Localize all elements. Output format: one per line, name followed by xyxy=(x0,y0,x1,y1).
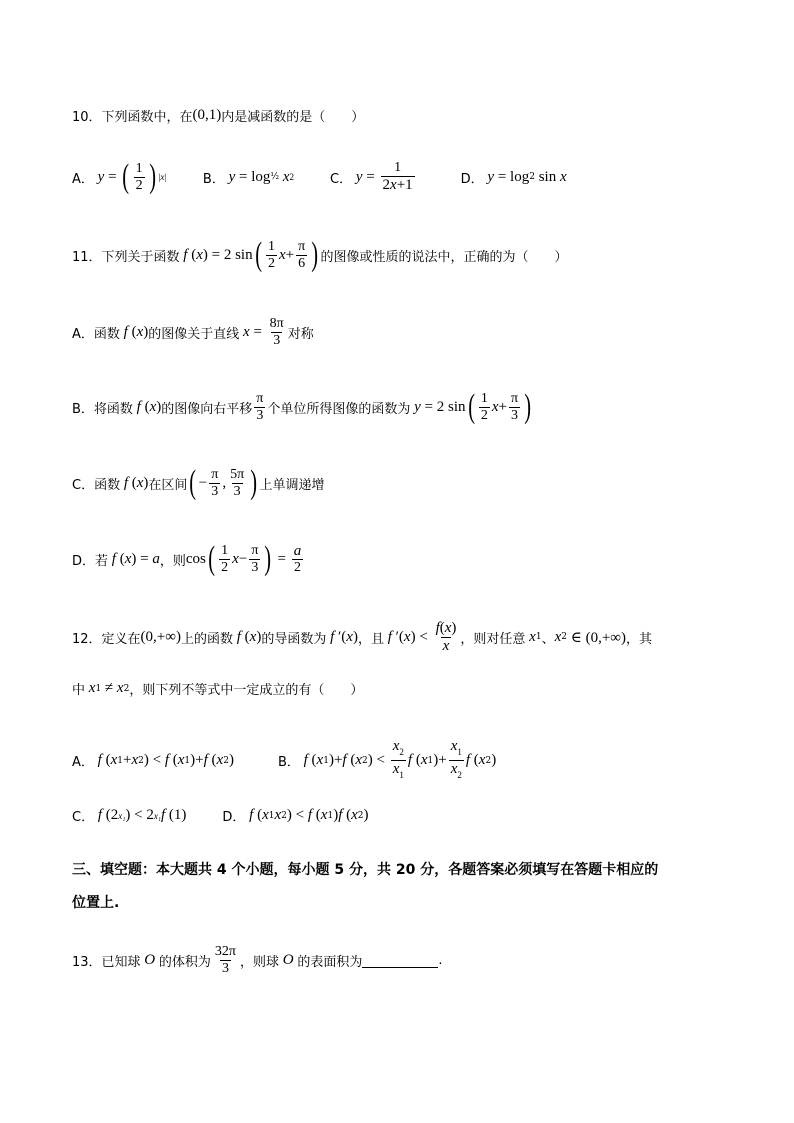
q10-options: A． y = ( $\frac{1}{2}$ ) |x| B． y = log ½ x 2 C． y = $\frac{1}{2x+1}$ D． y = log 2 sin x xyxy=(72,158,567,195)
q10-stem: 10．下列函数中，在 (0,1) 内是减函数的是（ ） xyxy=(72,107,365,125)
q11-option-c: C．函数 f ( x ) 在区间 ( − $\frac{\pi}{3}$ , $\frac{5\pi}{3}$ ) 上单调递增 xyxy=(72,464,325,501)
section3-heading-line2: 位置上. xyxy=(72,895,120,911)
q11-option-b: B．将函数 f ( x ) 的图像向右平移 $\frac{\pi}{3}$ 个单位所得图像的函数为 y = 2 sin ( $\frac{1}{2}$ x + $\frac{\pi}{3}$ ) xyxy=(72,388,532,425)
q12-option-d: f xyxy=(245,807,258,823)
q12-option-c: f xyxy=(94,807,106,823)
q12-options-ab: A． f ( x 1 + x 2 ) < f ( x 1 )+ f ( x 2 ) B． f ( x 1 )+ f ( x 2 ) < $\frac{x_2}{x_1}$ f ( x 1 )+ $\frac{x_1}{x_2}$ f ( x 2 ) xyxy=(72,738,496,783)
q11-stem: 11．下列关于函数 f ( x ) = 2 sin ( $\frac{1}{2}$ x + $\frac{\pi}{6}$ ) 的图像或性质的说法中，正确的为（ ） xyxy=(72,236,568,273)
q12-options-cd: C． f (2 x₁ ) < 2 x₁ f (1) D． f ( x 1 x 2 ) < f ( x 1 ) f ( x 2 ) xyxy=(72,807,369,825)
q12-stem: 12．定义在 (0,+∞) 上的函数 f ( x ) 的导函数为 f ′( x ) ，且 f ′( x ) < $\frac{f(x)}{x}$ ，则对任意 x 1 、 x 2 ∈ (0,+∞) ，其 xyxy=(72,620,653,654)
q12-option-b: f xyxy=(299,752,312,768)
q10-option-c: y xyxy=(352,168,363,185)
q10-option-a: y xyxy=(93,168,105,185)
q11-option-d: D．若 f ( x ) = a ，则 cos ( $\frac{1}{2}$ x − $\frac{\pi}{3}$ ) = $\frac{a}{2}$ xyxy=(72,540,302,577)
q12-stem-line2: 中 x 1 ≠ x 2 ，则下列不等式中一定成立的有（ ） xyxy=(72,680,364,698)
answer-blank[interactable] xyxy=(362,953,438,968)
section3-heading: 三、填空题：本大题共 4 个小题，每小题 5 分，共 20 分，各题答案必须填写在答题卡相应的 xyxy=(72,862,659,878)
q10-option-d: y xyxy=(483,168,495,185)
q10-option-b: y xyxy=(224,168,236,185)
q12-option-a: f xyxy=(93,752,106,768)
q11-option-a: A．函数 f ( x ) 的图像关于直线 x = $\frac{8\pi}{3}$ 对称 xyxy=(72,316,314,348)
q13-stem: 13．已知球 O 的体积为 $\frac{32\pi}{3}$ ，则球 O 的表面积为 . xyxy=(72,944,443,976)
